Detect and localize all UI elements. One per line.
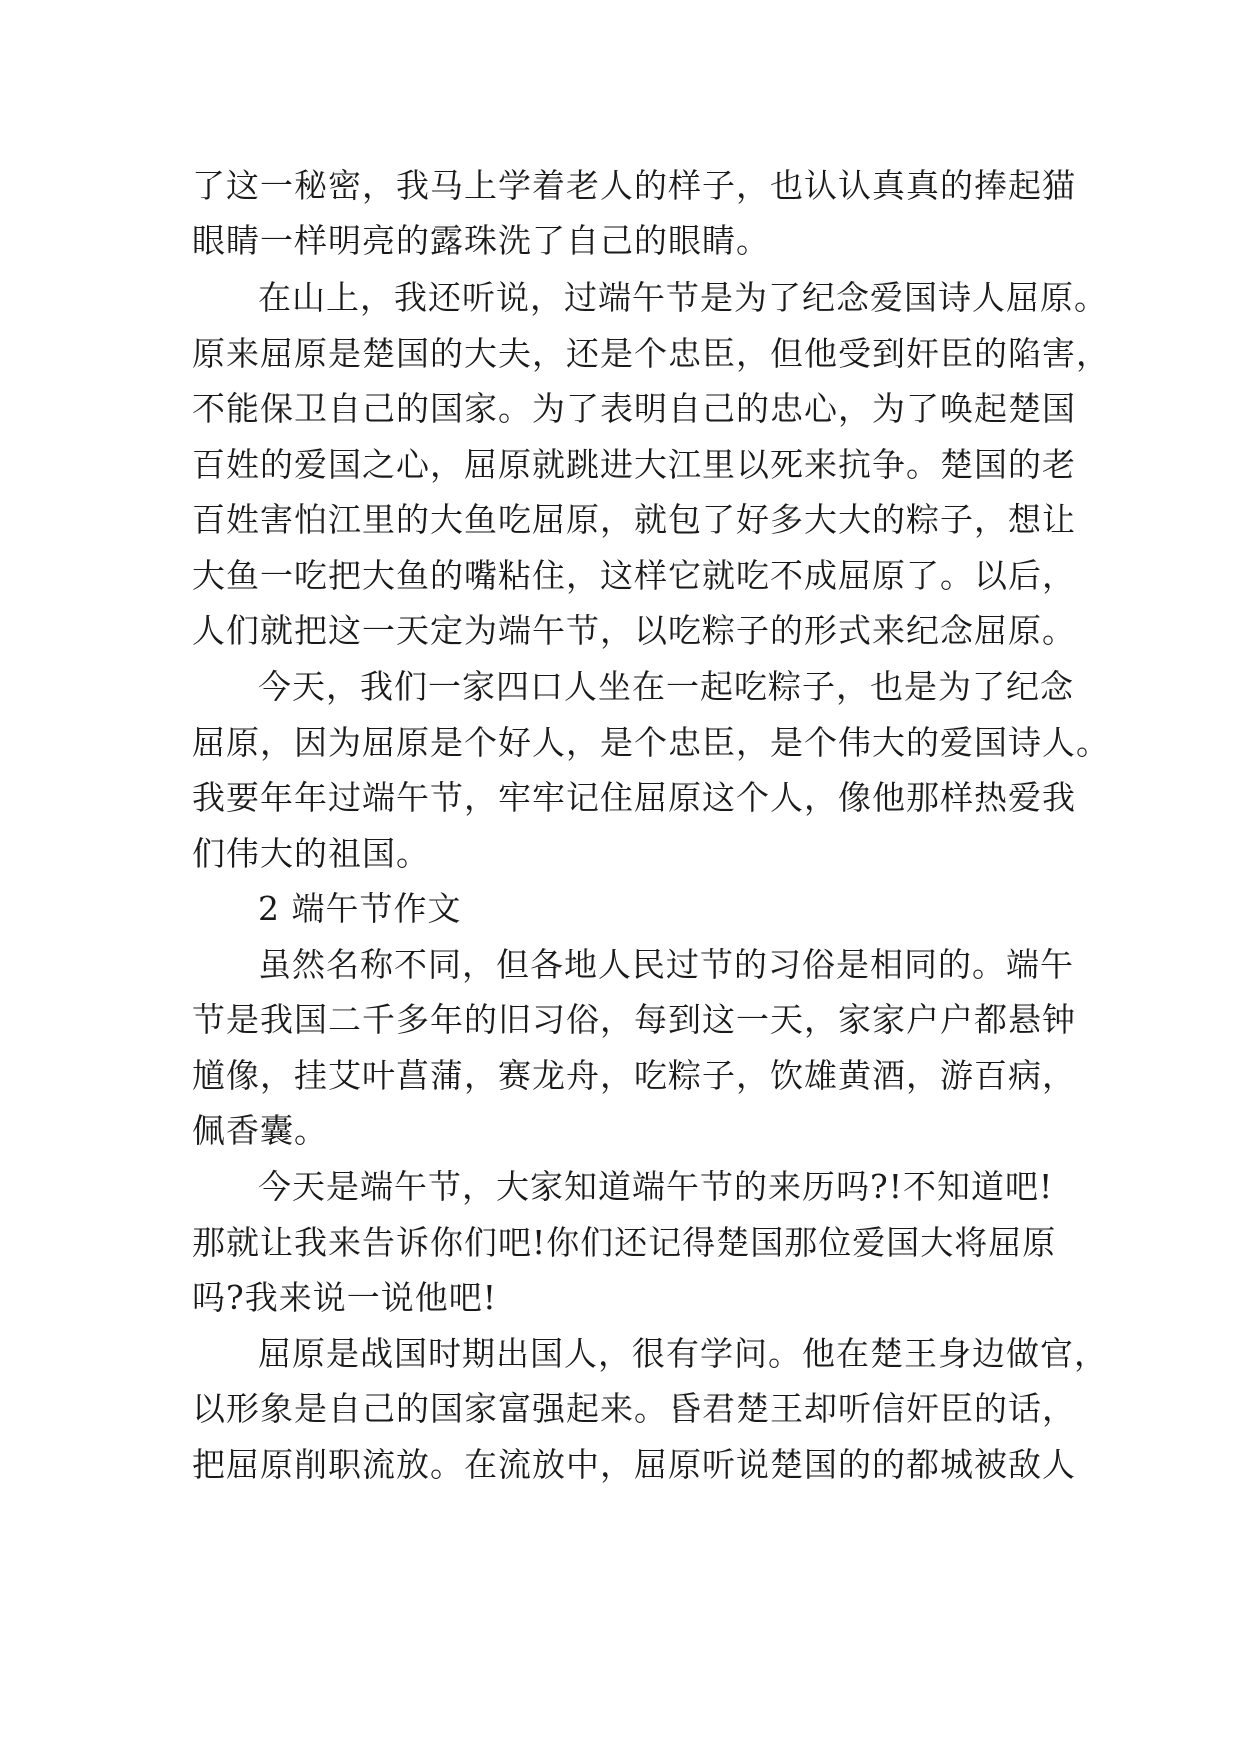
paragraph-start-line: 虽然名称不同，但各地人民过节的习俗是相同的。端午 [258,945,1074,984]
text-line: 以形象是自己的国家富强起来。昏君楚王却听信奸臣的话， [192,1389,1076,1428]
paragraph-start-line: 今天，我们一家四口人坐在一起吃粽子，也是为了纪念 [258,667,1074,706]
text-line: 不能保卫自己的国家。为了表明自己的忠心，为了唤起楚国 [192,389,1076,428]
paragraph-start-line: 屈原是战国时期出国人，很有学问。他在楚王身边做官， [258,1334,1108,1373]
text-line: 大鱼一吃把大鱼的嘴粘住，这样它就吃不成屈原了。以后， [192,556,1076,595]
section-heading: 2 端午节作文 [258,889,462,928]
paragraph-start-line: 在山上，我还听说，过端午节是为了纪念爱国诗人屈原。 [258,278,1108,317]
text-line: 原来屈原是楚国的大夫，还是个忠臣，但他受到奸臣的陷害， [192,334,1110,373]
text-line: 佩香囊。 [192,1111,328,1150]
text-line: 节是我国二千多年的旧习俗，每到这一天，家家户户都悬钟 [192,1000,1076,1039]
paragraph-start-line: 今天是端午节，大家知道端午节的来历吗?!不知道吧! [258,1167,1054,1206]
text-line: 了这一秘密，我马上学着老人的样子，也认认真真的捧起猫 [192,166,1076,205]
text-line: 吗?我来说一说他吧! [192,1278,497,1317]
text-line: 们伟大的祖国。 [192,834,430,873]
text-line: 人们就把这一天定为端午节，以吃粽子的形式来纪念屈原。 [192,611,1076,650]
text-line: 屈原，因为屈原是个好人，是个忠臣，是个伟大的爱国诗人。 [192,723,1110,762]
text-line: 百姓的爱国之心，屈原就跳进大江里以死来抗争。楚国的老 [192,445,1076,484]
text-line: 馗像，挂艾叶菖蒲，赛龙舟，吃粽子，饮雄黄酒，游百病， [192,1056,1076,1095]
text-line: 眼睛一样明亮的露珠洗了自己的眼睛。 [192,221,770,260]
text-line: 我要年年过端午节，牢牢记住屈原这个人，像他那样热爱我 [192,778,1076,817]
text-line: 百姓害怕江里的大鱼吃屈原，就包了好多大大的粽子，想让 [192,500,1076,539]
text-line: 把屈原削职流放。在流放中，屈原听说楚国的的都城被敌人 [192,1445,1076,1484]
text-line: 那就让我来告诉你们吧!你们还记得楚国那位爱国大将屈原 [192,1223,1057,1262]
